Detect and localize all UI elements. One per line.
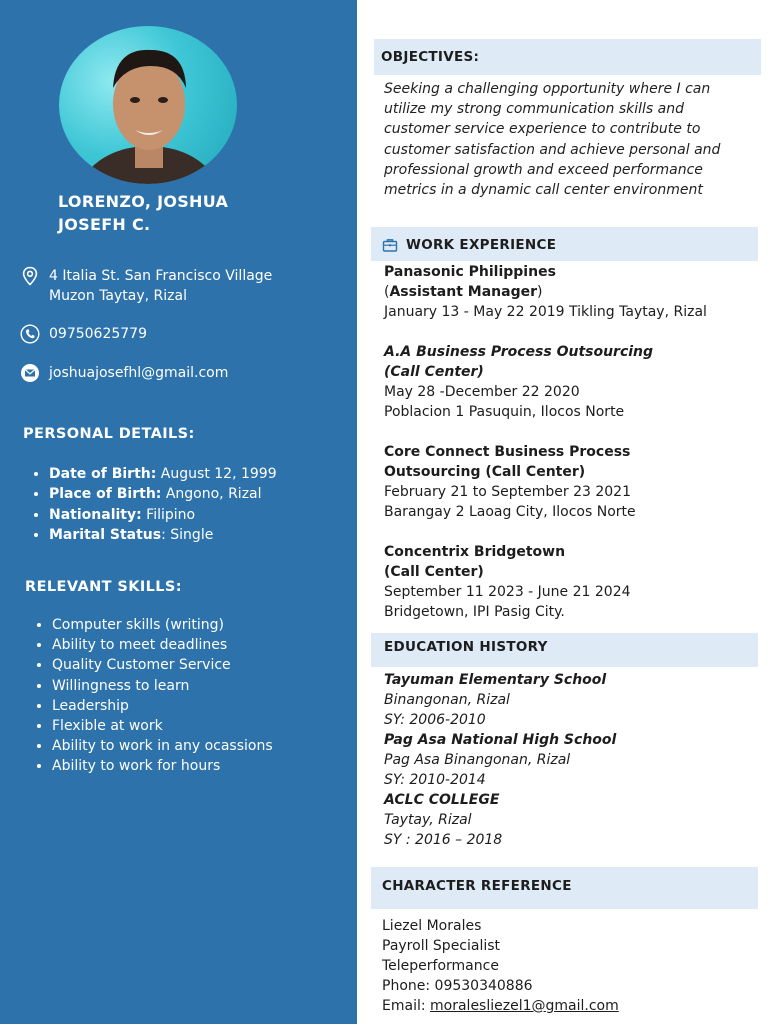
job-company: Core Connect Business Process — [384, 444, 631, 460]
phone-text: 09750625779 — [49, 326, 147, 342]
reference-email-link[interactable]: moralesliezel1@gmail.com — [430, 998, 619, 1014]
detail-value: August 12, 1999 — [156, 466, 277, 482]
skill-item: • Quality Customer Service — [52, 655, 273, 675]
work-experience-heading: WORK EXPERIENCE — [406, 237, 557, 253]
briefcase-icon — [382, 237, 398, 253]
detail-item-marital — [49, 525, 277, 545]
detail-item-pob — [49, 484, 277, 504]
school-years: SY: 2010-2014 — [384, 772, 486, 788]
education-list — [384, 670, 754, 850]
job-entry — [384, 262, 754, 322]
candidate-name — [58, 190, 338, 236]
school-years: SY : 2016 – 2018 — [384, 832, 503, 848]
role-paren-close: ) — [537, 284, 543, 300]
job-entry — [384, 442, 754, 522]
job-entry — [384, 542, 754, 622]
job-role-line — [384, 282, 754, 302]
skill-item: • Ability to meet deadlines — [52, 635, 273, 655]
email-row — [20, 363, 319, 383]
detail-key: Date of Birth: — [49, 466, 157, 482]
address-text — [49, 266, 319, 306]
address-line-1: 4 Italia St. San Francisco Village — [49, 268, 273, 284]
reference-details — [382, 916, 752, 1016]
job-dates: September 11 2023 - June 21 2024 — [384, 584, 631, 600]
skill-item: • Ability to work for hours — [52, 756, 273, 776]
reference-phone: Phone: 09530340886 — [382, 978, 533, 994]
personal-details-list — [49, 464, 277, 545]
location-pin-icon — [20, 266, 40, 286]
objectives-text: Seeking a challenging opportunity where I can utilize my strong communication skills and customer service experience to contribute to customer satisfaction and achieve personal and professional growth and exceed performance metrics in a dynamic call center environment — [384, 81, 721, 199]
reference-heading: CHARACTER REFERENCE — [382, 878, 572, 894]
skill-item: • Ability to work in any ocassions — [52, 736, 273, 756]
objectives-heading: OBJECTIVES: — [381, 49, 480, 65]
school-place: Binangonan, Rizal — [384, 692, 510, 708]
detail-value: Angono, Rizal — [161, 486, 262, 503]
skills-list — [52, 615, 273, 777]
detail-key: Nationality: — [49, 506, 142, 523]
job-company: Concentrix Bridgetown — [384, 544, 566, 560]
skills-heading: RELEVANT SKILLS: — [25, 579, 182, 595]
address-line-2: Muzon Taytay, Rizal — [49, 288, 187, 304]
skill-item: • Flexible at work — [52, 716, 273, 736]
school-years: SY: 2006-2010 — [384, 712, 486, 728]
personal-details-heading: PERSONAL DETAILS: — [23, 426, 195, 442]
job-entry — [384, 342, 754, 422]
role-paren-open: ( — [384, 284, 390, 300]
email-text[interactable]: joshuajosefhl@gmail.com — [49, 365, 229, 381]
school-place: Pag Asa Binangonan, Rizal — [384, 752, 571, 768]
job-role: (Call Center) — [384, 564, 484, 580]
detail-key: Place of Birth: — [49, 486, 162, 503]
detail-value: Filipino — [141, 506, 196, 523]
name-line-2: JOSEFH C. — [58, 215, 151, 234]
education-heading: EDUCATION HISTORY — [384, 639, 548, 655]
reference-email-label: Email: — [382, 998, 431, 1014]
phone-row — [20, 324, 319, 344]
job-location: Poblacion 1 Pasuquin, Ilocos Norte — [384, 404, 625, 420]
job-role: Outsourcing (Call Center) — [384, 464, 586, 480]
job-company: Panasonic Philippines — [384, 264, 556, 280]
name-line-1: LORENZO, JOSHUA — [58, 192, 229, 211]
address-row — [20, 266, 319, 306]
school-name: Pag Asa National High School — [384, 732, 617, 748]
phone-icon — [20, 324, 40, 344]
job-role: Assistant Manager — [389, 284, 537, 300]
job-location: Barangay 2 Laoag City, Ilocos Norte — [384, 504, 636, 520]
profile-photo — [59, 26, 237, 184]
school-name: Tayuman Elementary School — [384, 672, 607, 688]
reference-company: Teleperformance — [382, 958, 499, 974]
reference-email-line — [382, 996, 752, 1016]
reference-name: Liezel Morales — [382, 918, 482, 934]
job-role: (Call Center) — [384, 364, 484, 380]
detail-value: : Single — [161, 526, 214, 543]
detail-item-nationality — [49, 505, 277, 525]
skill-item: • Leadership — [52, 696, 273, 716]
skill-item: • Willingness to learn — [52, 676, 273, 696]
school-place: Taytay, Rizal — [384, 812, 472, 828]
reference-position: Payroll Specialist — [382, 938, 501, 954]
job-dates-location: January 13 - May 22 2019 Tikling Taytay, Rizal — [384, 304, 707, 320]
job-dates: February 21 to September 23 2021 — [384, 484, 631, 500]
detail-item-dob — [49, 464, 277, 484]
job-dates: May 28 -December 22 2020 — [384, 384, 580, 400]
sidebar — [0, 0, 357, 1024]
job-company: A.A Business Process Outsourcing — [384, 344, 654, 360]
detail-key: Marital Status — [49, 526, 162, 543]
envelope-icon — [20, 363, 40, 383]
job-location: Bridgetown, IPI Pasig City. — [384, 604, 565, 620]
skill-item: • Computer skills (writing) — [52, 615, 273, 635]
school-name: ACLC COLLEGE — [384, 792, 500, 808]
